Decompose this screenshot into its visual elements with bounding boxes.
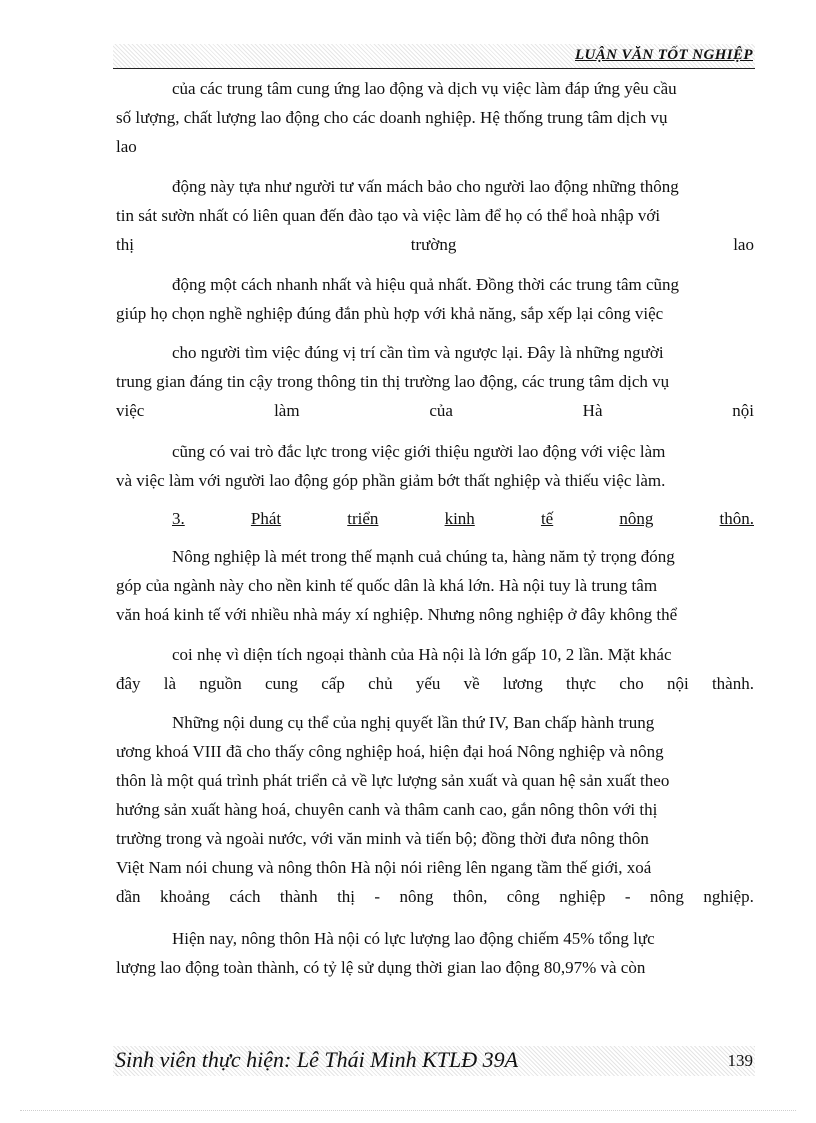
word: nguồn: [199, 674, 242, 693]
word: nội: [732, 401, 754, 420]
word: 3.: [172, 509, 185, 528]
line-text: động một cách nhanh nhất và hiệu quả nhất. Đồng thời các trung tâm cũng: [172, 275, 680, 294]
section-heading: [172, 505, 754, 533]
line-text: trung gian đáng tin cậy trong thông tin thị trường lao động, các trung tâm dịch vụ: [116, 372, 670, 391]
author-line: Sinh viên thực hiện: Lê Thái Minh KTLĐ 39A: [115, 1047, 519, 1072]
word: yếu: [415, 674, 441, 693]
line-text: Hiện nay, nông thôn Hà nội có lực lượng lao động chiếm 45% tổng lực: [172, 929, 655, 948]
line-text: số lượng, chất lượng lao động cho các doanh nghiệp. Hệ thống trung tâm dịch vụ: [116, 108, 668, 127]
word: nghiệp.: [703, 887, 754, 906]
word: Hà: [582, 401, 603, 420]
word: nghiệp: [559, 887, 606, 906]
text-line: [116, 601, 754, 629]
word: nông: [649, 887, 684, 906]
line-text: Những nội dung cụ thể của nghị quyết lần thứ IV, Ban chấp hành trung: [172, 713, 655, 732]
word: cấp: [321, 674, 345, 693]
line-text: hướng sản xuất hàng hoá, chuyên canh và thâm canh cao, gắn nông thôn với thị: [116, 800, 658, 819]
page-footer: [113, 1046, 755, 1076]
word: cung: [264, 674, 299, 693]
word: thành.: [711, 674, 754, 693]
line-text: Nông nghiệp là mét trong thế mạnh cuả chúng ta, hàng năm tỷ trọng đóng: [172, 547, 675, 566]
word: thực: [566, 674, 596, 693]
line-text: văn hoá kinh tế với nhiều nhà máy xí nghiệp. Nhưng nông nghiệp ở đây không thể: [116, 605, 678, 624]
text-line: [172, 641, 754, 669]
word: khoảng: [159, 887, 210, 906]
text-line: [172, 438, 754, 466]
text-line: [116, 670, 754, 698]
word: thôn.: [719, 509, 754, 528]
line-text: tin sát sườn nhất có liên quan đến đào tạo và việc làm để họ có thể hoà nhập với: [116, 206, 661, 225]
word: cách: [229, 887, 261, 906]
word: nông: [619, 509, 654, 528]
text-line: [116, 854, 754, 882]
word: của: [429, 401, 453, 420]
line-text: của các trung tâm cung ứng lao động và dịch vụ việc làm đáp ứng yêu cầu: [172, 79, 677, 98]
text-line: [116, 231, 754, 259]
line-text: coi nhẹ vì diện tích ngoại thành của Hà nội là lớn gấp 10, 2 lần. Mặt khác: [172, 645, 672, 664]
text-line: [172, 271, 754, 299]
text-line: [172, 339, 754, 367]
text-line: [116, 825, 754, 853]
word: thị: [337, 887, 356, 906]
word: về: [463, 674, 480, 693]
text-line: [116, 104, 754, 132]
word: dần: [116, 887, 141, 906]
text-line: [172, 925, 754, 953]
line-text: trường trong và ngoài nước, với văn minh và tiến bộ; đồng thời đưa nông thôn: [116, 829, 649, 848]
word: đây: [116, 674, 141, 693]
text-line: [116, 133, 754, 161]
text-line: [116, 467, 754, 495]
word: nội: [666, 674, 689, 693]
text-line: [116, 300, 754, 328]
word: nông: [399, 887, 434, 906]
text-line: [116, 767, 754, 795]
text-line: [172, 543, 754, 571]
word: chủ: [368, 674, 393, 693]
text-line: [172, 75, 754, 103]
line-text: ương khoá VIII đã cho thấy công nghiệp hoá, hiện đại hoá Nông nghiệp và nông: [116, 742, 664, 761]
line-text: thôn là một quá trình phát triển cả về lực lượng sản xuất và quan hệ sản xuất theo: [116, 771, 670, 790]
text-line: [116, 368, 754, 396]
word: là: [163, 674, 177, 693]
word: -: [624, 887, 631, 906]
text-line: [116, 796, 754, 824]
word: thành: [279, 887, 318, 906]
line-text: cũng có vai trò đắc lực trong việc giới thiệu người lao động với việc làm: [172, 442, 666, 461]
word: công: [506, 887, 540, 906]
word: lao: [733, 235, 754, 254]
word: tế: [540, 509, 554, 528]
word: triển: [347, 509, 379, 528]
text-line: [116, 397, 754, 425]
thesis-title: LUẬN VĂN TỐT NGHIỆP: [574, 47, 753, 63]
word: việc: [116, 401, 145, 420]
page-header: [113, 44, 755, 69]
text-line: [172, 173, 754, 201]
text-line: [116, 954, 754, 982]
line-text: động này tựa như người tư vấn mách bảo cho người lao động những thông: [172, 177, 679, 196]
line-text: góp của ngành này cho nền kinh tế quốc dân là khá lớn. Hà nội tuy là trung tâm: [116, 576, 658, 595]
text-line: [116, 572, 754, 600]
line-text: và việc làm với người lao động góp phần giảm bớt thất nghiệp và thiếu việc làm.: [116, 471, 666, 490]
word: thôn,: [452, 887, 488, 906]
text-line: [116, 202, 754, 230]
line-text: cho người tìm việc đúng vị trí cần tìm và ngược lại. Đây là những người: [172, 343, 664, 362]
word: cho: [619, 674, 644, 693]
text-line: [172, 709, 754, 737]
word: trường: [410, 235, 457, 254]
page-edge-rule: [20, 1110, 796, 1111]
line-text: giúp họ chọn nghề nghiệp đúng đắn phù hợp với khả năng, sắp xếp lại công việc: [116, 304, 664, 323]
word: làm: [274, 401, 300, 420]
text-line: [116, 738, 754, 766]
line-text: lao: [116, 137, 137, 156]
word: kinh: [444, 509, 475, 528]
word: Phát: [250, 509, 282, 528]
text-line: [116, 883, 754, 911]
word: -: [374, 887, 381, 906]
line-text: Việt Nam nói chung và nông thôn Hà nội nói riêng lên ngang tầm thế giới, xoá: [116, 858, 652, 877]
line-text: lượng lao động toàn thành, có tỷ lệ sử dụng thời gian lao động 80,97% và còn: [116, 958, 646, 977]
page-number: 139: [727, 1051, 753, 1070]
word: lương: [502, 674, 543, 693]
word: thị: [116, 235, 134, 254]
